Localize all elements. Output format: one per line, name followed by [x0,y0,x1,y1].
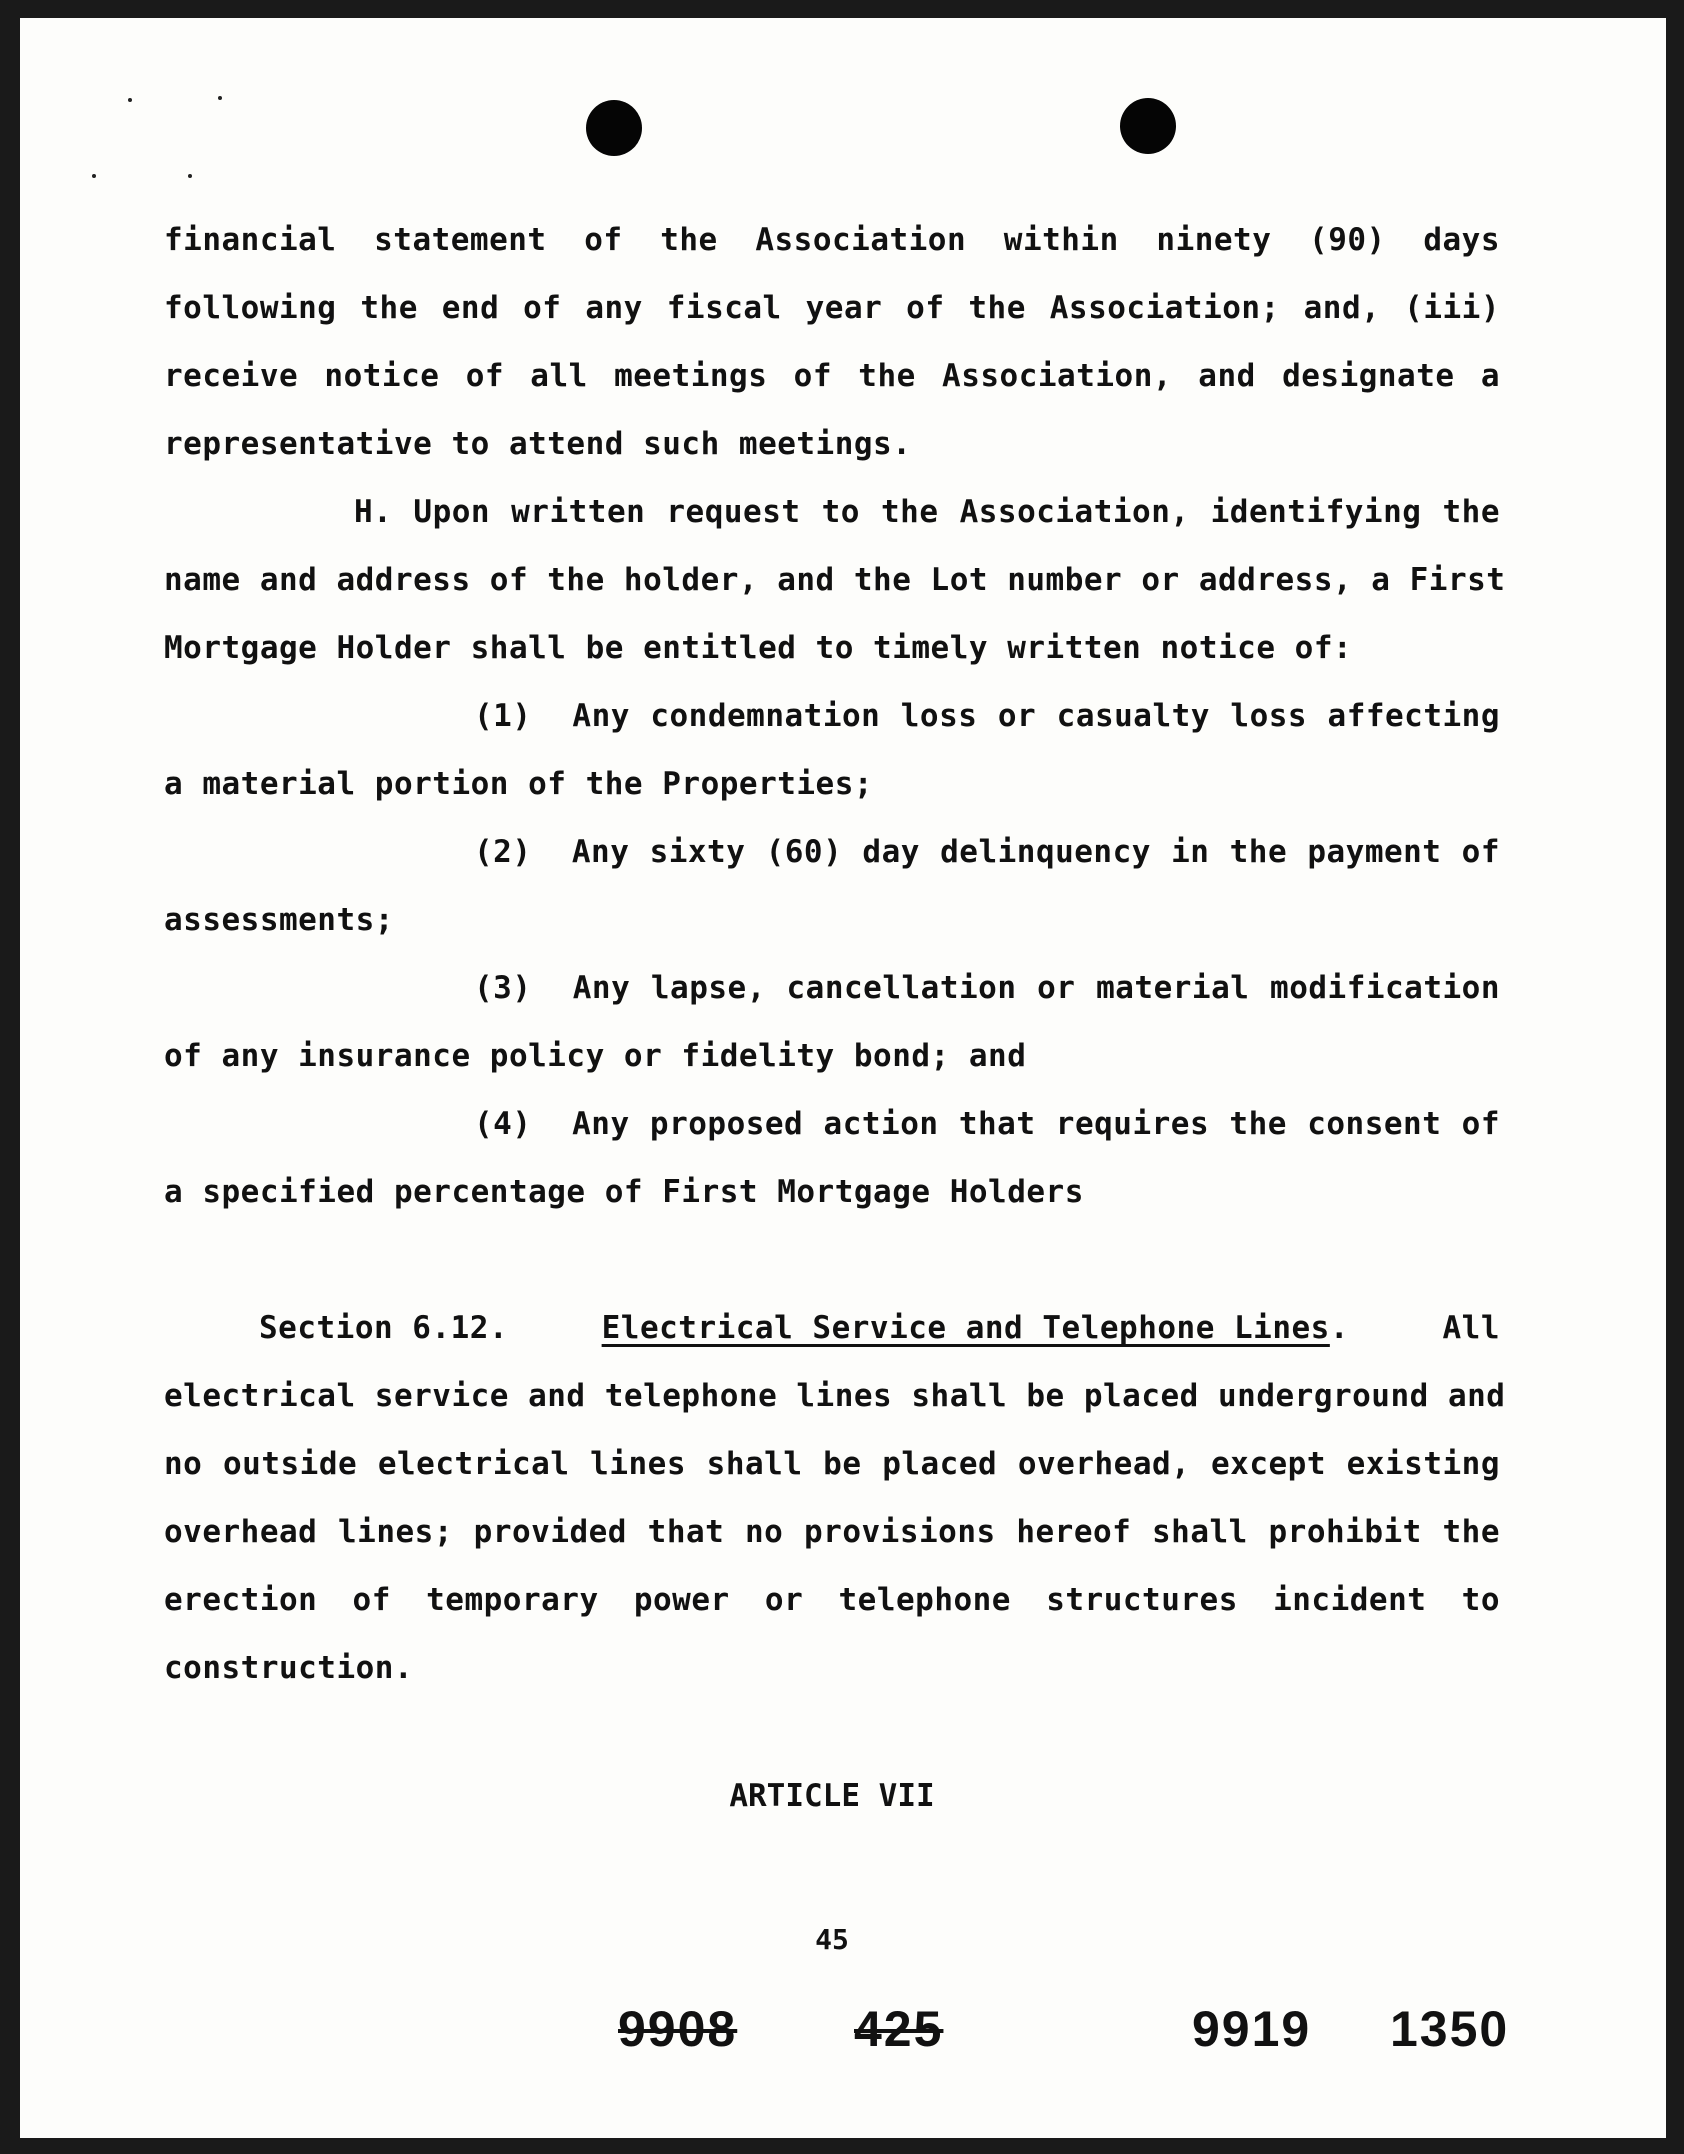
book-number: 9919 [1192,2001,1312,2057]
text-line: representative to attend such meetings. [164,426,912,462]
section-line: no outside electrical lines shall be placed overhead, except existing [164,1446,1500,1482]
article-heading: ARTICLE VII [729,1778,935,1814]
section-title-end: . [1329,1310,1350,1346]
section-line: overhead lines; provided that no provisions hereof shall prohibit the [164,1514,1500,1550]
scan-speck [92,174,96,178]
struck-page-number: 425 [854,2001,944,2057]
text-line: financial statement of the Association within ninety (90) days [164,222,1500,258]
punch-hole-left [586,100,642,156]
section-line: erection of temporary power or telephone structures incident to [164,1582,1500,1618]
section-line: electrical service and telephone lines shall be placed underground and [164,1378,1506,1414]
recording-page-number: 1350 [1390,2001,1510,2057]
section-heading-line [164,1294,1500,1362]
scan-speck [188,174,192,178]
list-item-line: (1) Any condemnation loss or casualty loss affecting [474,698,1500,734]
section-title: Electrical Service and Telephone Lines [601,1310,1330,1346]
punch-hole-right [1120,98,1176,154]
list-item-line: of any insurance policy or fidelity bond; and [164,1038,1027,1074]
text-line: following the end of any fiscal year of the Association; and, (iii) [164,290,1500,326]
scan-speck [128,98,132,102]
paragraph-h-line: name and address of the holder, and the Lot number or address, a First [164,562,1506,598]
paragraph-g-tail [164,206,1506,1702]
list-item-line: assessments; [164,902,394,938]
list-item-line: (4) Any proposed action that requires the consent of [474,1106,1500,1142]
section-title-wrap [602,1294,1349,1362]
document-page [20,18,1666,2138]
section-number: Section 6.12. [259,1310,509,1346]
list-item-line: (2) Any sixty (60) day delinquency in the payment of [474,834,1500,870]
spacer [164,1226,1500,1294]
page-number: 45 [815,1923,849,1956]
text-line: receive notice of all meetings of the Association, and designate a [164,358,1500,394]
paragraph-h-line: H. Upon written request to the Association, identifying the [354,494,1500,530]
struck-book-number: 9908 [618,2001,738,2057]
list-item-line: a material portion of the Properties; [164,766,874,802]
scan-speck [218,96,222,100]
list-item-line: (3) Any lapse, cancellation or material modification [474,970,1500,1006]
section-line: construction. [164,1650,414,1686]
paragraph-h-line: Mortgage Holder shall be entitled to timely written notice of: [164,630,1353,666]
section-first-word: All [1442,1310,1500,1346]
list-item-line: a specified percentage of First Mortgage Holders [164,1174,1084,1210]
